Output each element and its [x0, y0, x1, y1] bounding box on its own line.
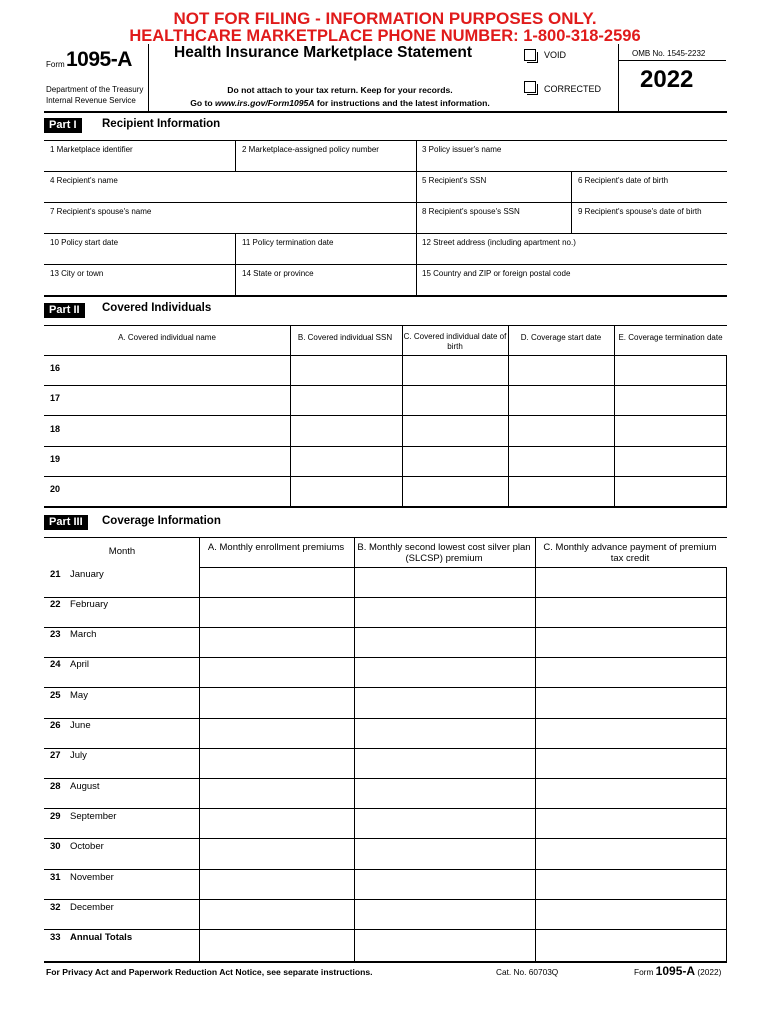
irs-link[interactable]: www.irs.gov/Form1095A	[215, 98, 315, 108]
field-3-policy-issuer: 3 Policy issuer's name	[422, 145, 502, 154]
field-10-policy-start: 10 Policy start date	[50, 238, 119, 247]
void-checkbox[interactable]	[524, 49, 536, 61]
field-7-spouse-name: 7 Recipient's spouse's name	[50, 207, 152, 216]
month-row-annual-totals: 33 Annual Totals	[50, 932, 133, 943]
part3-title: Coverage Information	[102, 515, 221, 527]
month-row-april: 24 April	[50, 659, 90, 670]
part3-tag: Part III	[44, 515, 88, 530]
row-number: 20	[50, 484, 61, 494]
field-2-policy-number: 2 Marketplace-assigned policy number	[242, 145, 379, 154]
corrected-label: CORRECTED	[544, 84, 602, 94]
col-slcsp-premium: B. Monthly second lowest cost silver plan (SLCSP) premium	[357, 542, 531, 564]
month-row-july: 27 July	[50, 750, 87, 761]
marketplace-phone-banner: HEALTHCARE MARKETPLACE PHONE NUMBER: 1-800-318-2596	[129, 27, 641, 45]
form-title: Health Insurance Marketplace Statement	[174, 44, 473, 61]
row-number: 19	[50, 454, 61, 464]
instruction-keep-records: Do not attach to your tax return. Keep for your records.	[227, 85, 453, 95]
month-row-june: 26 June	[50, 720, 91, 731]
department-label: Department of the Treasury Internal Revenue Service	[46, 85, 144, 105]
void-label: VOID	[544, 50, 567, 60]
tax-year: 2022	[640, 66, 694, 93]
month-row-february: 22 February	[50, 599, 109, 610]
month-row-october: 30 October	[50, 841, 104, 852]
col-monthly-premiums: A. Monthly enrollment premiums	[207, 542, 345, 553]
col-coverage-start: D. Coverage start date	[520, 333, 602, 342]
form-number: 1095-A	[66, 48, 132, 71]
month-row-march: 23 March	[50, 629, 97, 640]
month-row-september: 29 September	[50, 811, 117, 822]
instruction-go-to: Go to www.irs.gov/Form1095A for instructions and the latest information.	[190, 98, 490, 108]
not-for-filing-banner: NOT FOR FILING - INFORMATION PURPOSES ONLY.	[173, 9, 597, 28]
col-covered-individual-ssn: B. Covered individual SSN	[297, 333, 393, 342]
part2-tag: Part II	[44, 303, 85, 318]
row-number: 18	[50, 424, 61, 434]
field-5-recipient-ssn: 5 Recipient's SSN	[422, 176, 487, 185]
col-coverage-termination: E. Coverage termination date	[618, 333, 723, 342]
field-11-policy-termination: 11 Policy termination date	[242, 238, 334, 247]
field-12-street-address: 12 Street address (including apartment no.)	[422, 238, 576, 247]
col-covered-individual-dob: C. Covered individual date of birth	[403, 332, 507, 351]
month-row-august: 28 August	[50, 781, 100, 792]
row-number: 17	[50, 393, 61, 403]
part1-tag: Part I	[44, 118, 82, 133]
part2-title: Covered Individuals	[102, 302, 212, 314]
footer-form-id: Form 1095-A (2022)	[634, 964, 722, 978]
part1-title: Recipient Information	[102, 118, 221, 130]
field-13-city: 13 City or town	[50, 269, 104, 278]
col-month: Month	[108, 546, 136, 557]
field-9-spouse-dob: 9 Recipient's spouse's date of birth	[578, 207, 702, 216]
field-4-recipient-name: 4 Recipient's name	[50, 176, 118, 185]
month-row-january: 21 January	[50, 569, 104, 580]
field-1-marketplace-identifier: 1 Marketplace identifier	[50, 145, 133, 154]
privacy-notice: For Privacy Act and Paperwork Reduction Act Notice, see separate instructions.	[46, 967, 373, 977]
omb-number: OMB No. 1545-2232	[632, 49, 706, 58]
row-number: 16	[50, 363, 61, 373]
field-8-spouse-ssn: 8 Recipient's spouse's SSN	[422, 207, 520, 216]
catalog-number: Cat. No. 60703Q	[496, 967, 559, 977]
form-label: Form	[46, 60, 65, 69]
month-row-may: 25 May	[50, 690, 88, 701]
month-row-november: 31 November	[50, 872, 114, 883]
corrected-checkbox[interactable]	[524, 81, 536, 93]
field-14-state: 14 State or province	[242, 269, 314, 278]
col-advance-payment-ptc: C. Monthly advance payment of premium tax credit	[543, 542, 717, 564]
field-6-recipient-dob: 6 Recipient's date of birth	[578, 176, 669, 185]
field-15-country-zip: 15 Country and ZIP or foreign postal code	[422, 269, 571, 278]
month-row-december: 32 December	[50, 902, 114, 913]
col-covered-individual-name: A. Covered individual name	[118, 333, 216, 342]
